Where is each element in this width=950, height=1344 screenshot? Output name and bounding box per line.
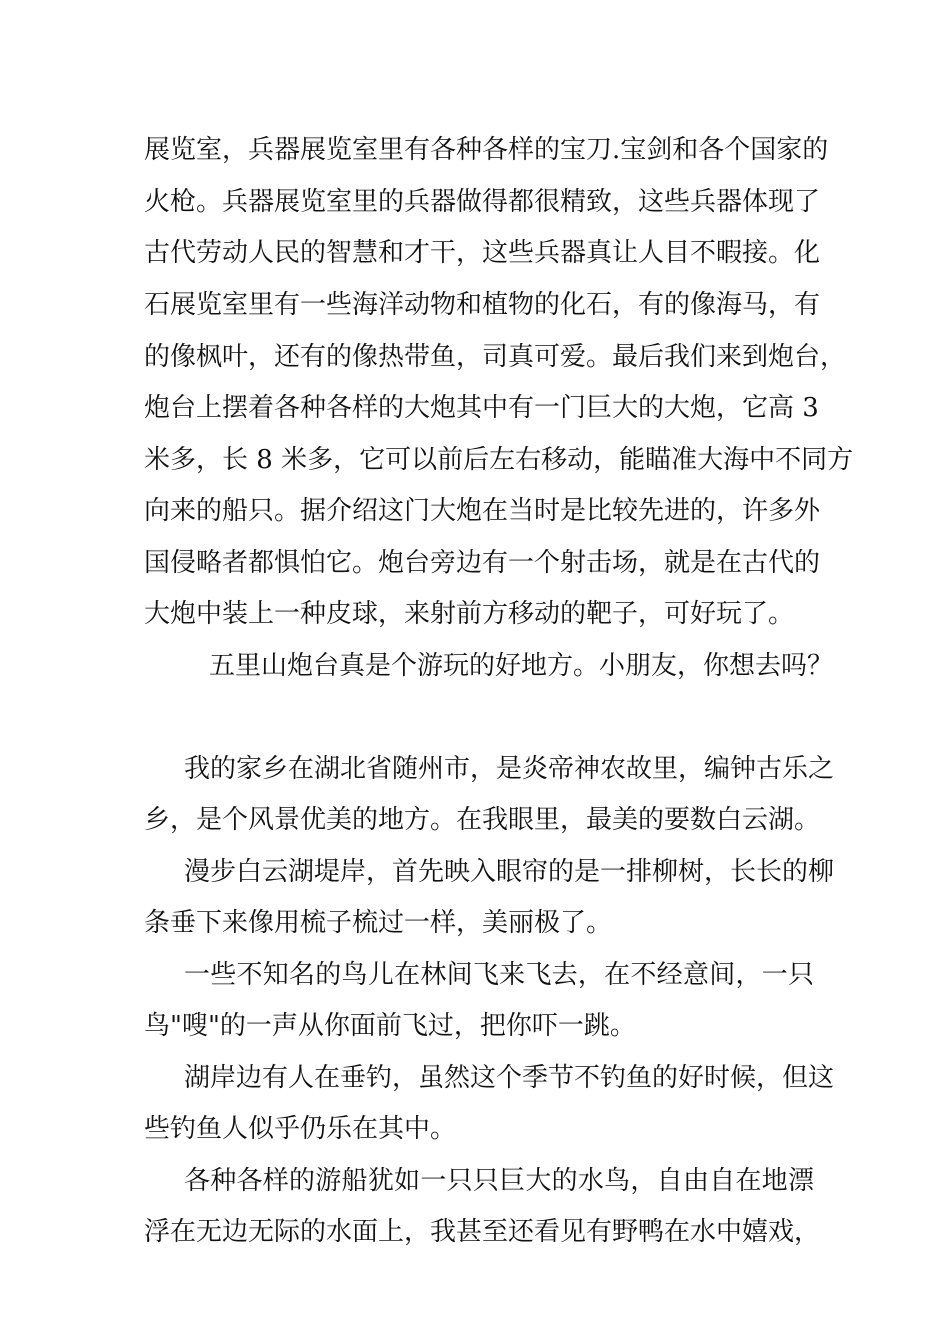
conclusion-line: 五里山炮台真是个游玩的好地方。小朋友，你想去吗？ — [209, 651, 834, 681]
text-line: 的像枫叶，还有的像热带鱼，司真可爱。最后我们来到炮台， — [144, 342, 847, 372]
text-line: 大炮中装上一种皮球，来射前方移动的靶子，可好玩了。 — [144, 599, 795, 629]
paragraph-line: 一些不知名的鸟儿在林间飞来飞去，在不经意间，一只 — [184, 960, 814, 990]
text-line: 米多，长 8 米多，它可以前后左右移动，能瞄准大海中不同方 — [144, 445, 854, 475]
paragraph-line: 条垂下来像用梳子梳过一样，美丽极了。 — [144, 908, 613, 938]
text-line: 国侵略者都惧怕它。炮台旁边有一个射击场，就是在古代的 — [144, 548, 821, 578]
text-line: 展览室，兵器展览室里有各种各样的宝刀.宝剑和各个国家的 — [144, 135, 829, 165]
text-line: 炮台上摆着各种各样的大炮其中有一门巨大的大炮，它高 3 — [144, 393, 819, 423]
text-line: 向来的船只。据介绍这门大炮在当时是比较先进的，许多外 — [144, 496, 821, 526]
text-line: 石展览室里有一些海洋动物和植物的化石，有的像海马，有 — [144, 290, 821, 320]
paragraph-line: 乡，是个风景优美的地方。在我眼里，最美的要数白云湖。 — [144, 805, 821, 835]
paragraph-line: 浮在无边无际的水面上，我甚至还看见有野鸭在水中嬉戏， — [144, 1217, 821, 1247]
paragraph-line: 我的家乡在湖北省随州市，是炎帝神农故里，编钟古乐之 — [184, 754, 835, 784]
text-line: 古代劳动人民的智慧和才干，这些兵器真让人目不暇接。化 — [144, 238, 821, 268]
paragraph-line: 漫步白云湖堤岸，首先映入眼帘的是一排柳树，长长的柳 — [184, 857, 835, 887]
text-line: 火枪。兵器展览室里的兵器做得都很精致，这些兵器体现了 — [144, 187, 821, 217]
paragraph-line: 各种各样的游船犹如一只只巨大的水鸟，自由自在地漂 — [184, 1166, 814, 1196]
paragraph-line: 些钓鱼人似乎仍乐在其中。 — [144, 1114, 457, 1144]
paragraph-line: 鸟"嗖"的一声从你面前飞过，把你吓一跳。 — [144, 1011, 636, 1041]
paragraph-line: 湖岸边有人在垂钓，虽然这个季节不钓鱼的好时候，但这 — [184, 1063, 835, 1093]
